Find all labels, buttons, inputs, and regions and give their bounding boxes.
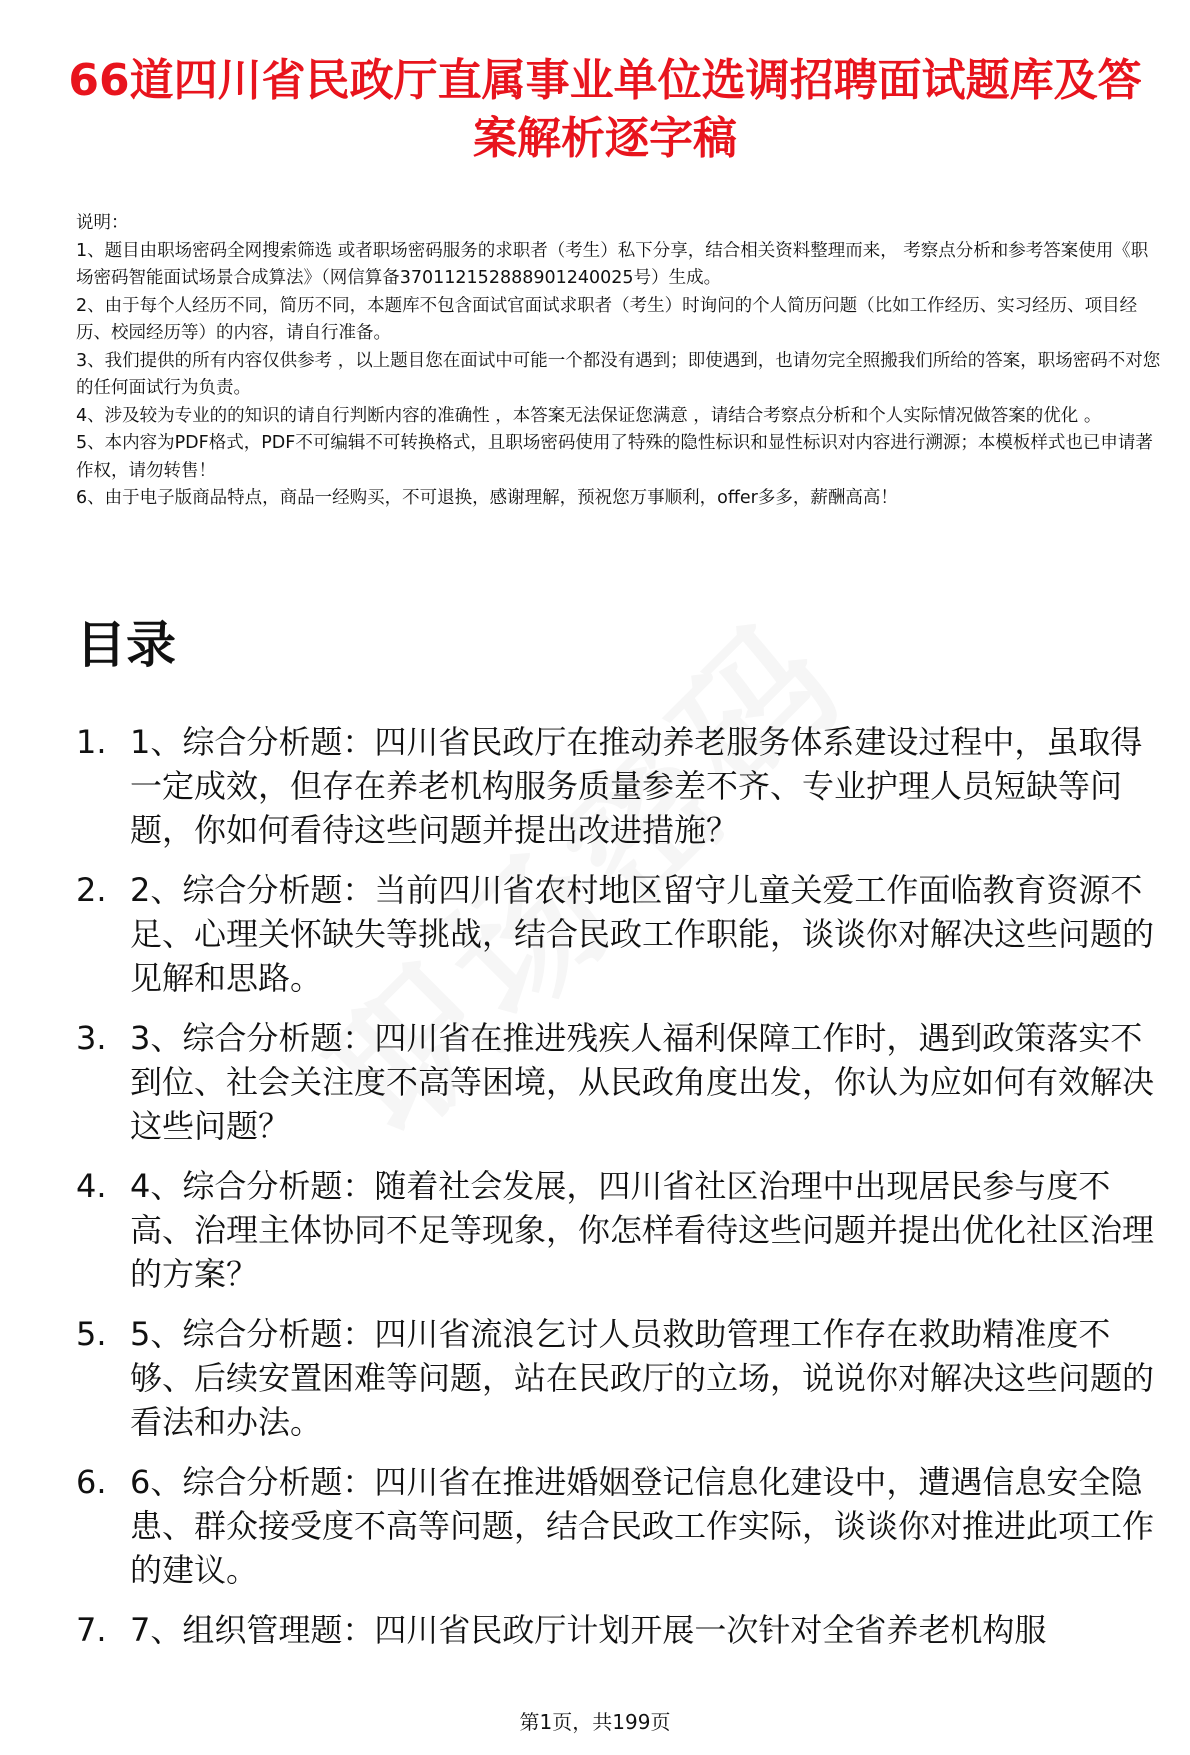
toc-item-number: 6. — [76, 1463, 107, 1501]
notes-section — [76, 210, 1161, 513]
toc-item-text: 7、组织管理题：四川省民政厅计划开展一次针对全省养老机构服 — [130, 1611, 1047, 1649]
page-footer: 第1页，共199页 — [519, 1710, 671, 1734]
table-of-contents — [76, 720, 1166, 1668]
toc-item[interactable] — [76, 720, 1166, 852]
toc-item-text: 4、综合分析题：随着社会发展，四川省社区治理中出现居民参与度不高、治理主体协同不足等现象，你怎样看待这些问题并提出优化社区治理的方案？ — [130, 1167, 1155, 1293]
note-item: 3、我们提供的所有内容仅供参考 ，以上题目您在面试中可能一个都没有遇到；即使遇到，也请勿完全照搬我们所给的答案，职场密码不对您的任何面试行为负责。 — [76, 350, 1161, 398]
toc-heading: 目录 — [76, 616, 176, 674]
toc-item-text: 5、综合分析题：四川省流浪乞讨人员救助管理工作存在救助精准度不够、后续安置困难等问题，站在民政厅的立场，说说你对解决这些问题的看法和办法。 — [130, 1315, 1155, 1441]
note-item: 6、由于电子版商品特点，商品一经购买，不可退换，感谢理解，预祝您万事顺利，offer多多，薪酬高高！ — [76, 488, 898, 508]
toc-item-text: 6、综合分析题：四川省在推进婚姻登记信息化建设中，遭遇信息安全隐患、群众接受度不高等问题，结合民政工作实际，谈谈你对推进此项工作的建议。 — [130, 1463, 1155, 1589]
toc-item[interactable] — [76, 1312, 1166, 1444]
note-item: 1、题目由职场密码全网搜索筛选 或者职场密码服务的求职者（考生）私下分享，结合相关资料整理而来， 考察点分析和参考答案使用《职场密码智能面试场景合成算法》（网信算备370112152888901240025号）生成。 — [76, 240, 1149, 288]
toc-item[interactable] — [76, 1608, 1166, 1652]
toc-item-number: 2. — [76, 871, 107, 909]
toc-item-number: 1. — [76, 723, 107, 761]
toc-item[interactable] — [76, 868, 1166, 1000]
toc-item[interactable] — [76, 1016, 1166, 1148]
toc-item-number: 5. — [76, 1315, 107, 1353]
toc-item-number: 7. — [76, 1611, 107, 1649]
toc-item-text: 2、综合分析题：当前四川省农村地区留守儿童关爱工作面临教育资源不足、心理关怀缺失等挑战，结合民政工作职能，谈谈你对解决这些问题的见解和思路。 — [130, 871, 1155, 997]
toc-item[interactable] — [76, 1164, 1166, 1296]
note-item: 5、本内容为PDF格式，PDF不可编辑不可转换格式，且职场密码使用了特殊的隐性标识和显性标识对内容进行溯源；本模板样式也已申请著作权，请勿转售！ — [76, 433, 1153, 481]
notes-heading: 说明： — [76, 213, 129, 233]
toc-item-text: 1、综合分析题：四川省民政厅在推动养老服务体系建设过程中，虽取得一定成效，但存在养老机构服务质量参差不齐、专业护理人员短缺等问题，你如何看待这些问题并提出改进措施？ — [130, 723, 1143, 849]
note-item: 4、涉及较为专业的的知识的请自行判断内容的准确性 ，本答案无法保证您满意 ，请结合考察点分析和个人实际情况做答案的优化 。 — [76, 405, 1102, 426]
toc-item-number: 4. — [76, 1167, 107, 1205]
document-title: 66道四川省民政厅直属事业单位选调招聘面试题库及答案解析逐字稿 — [68, 55, 1142, 164]
toc-item-text: 3、综合分析题：四川省在推进残疾人福利保障工作时，遇到政策落实不到位、社会关注度不高等困境，从民政角度出发，你认为应如何有效解决这些问题？ — [130, 1019, 1155, 1145]
note-item: 2、由于每个人经历不同，简历不同，本题库不包含面试官面试求职者（考生）时询问的个人简历问题（比如工作经历、实习经历、项目经历、校园经历等）的内容，请自行准备。 — [76, 295, 1138, 343]
toc-item[interactable] — [76, 1460, 1166, 1592]
toc-item-number: 3. — [76, 1019, 107, 1057]
